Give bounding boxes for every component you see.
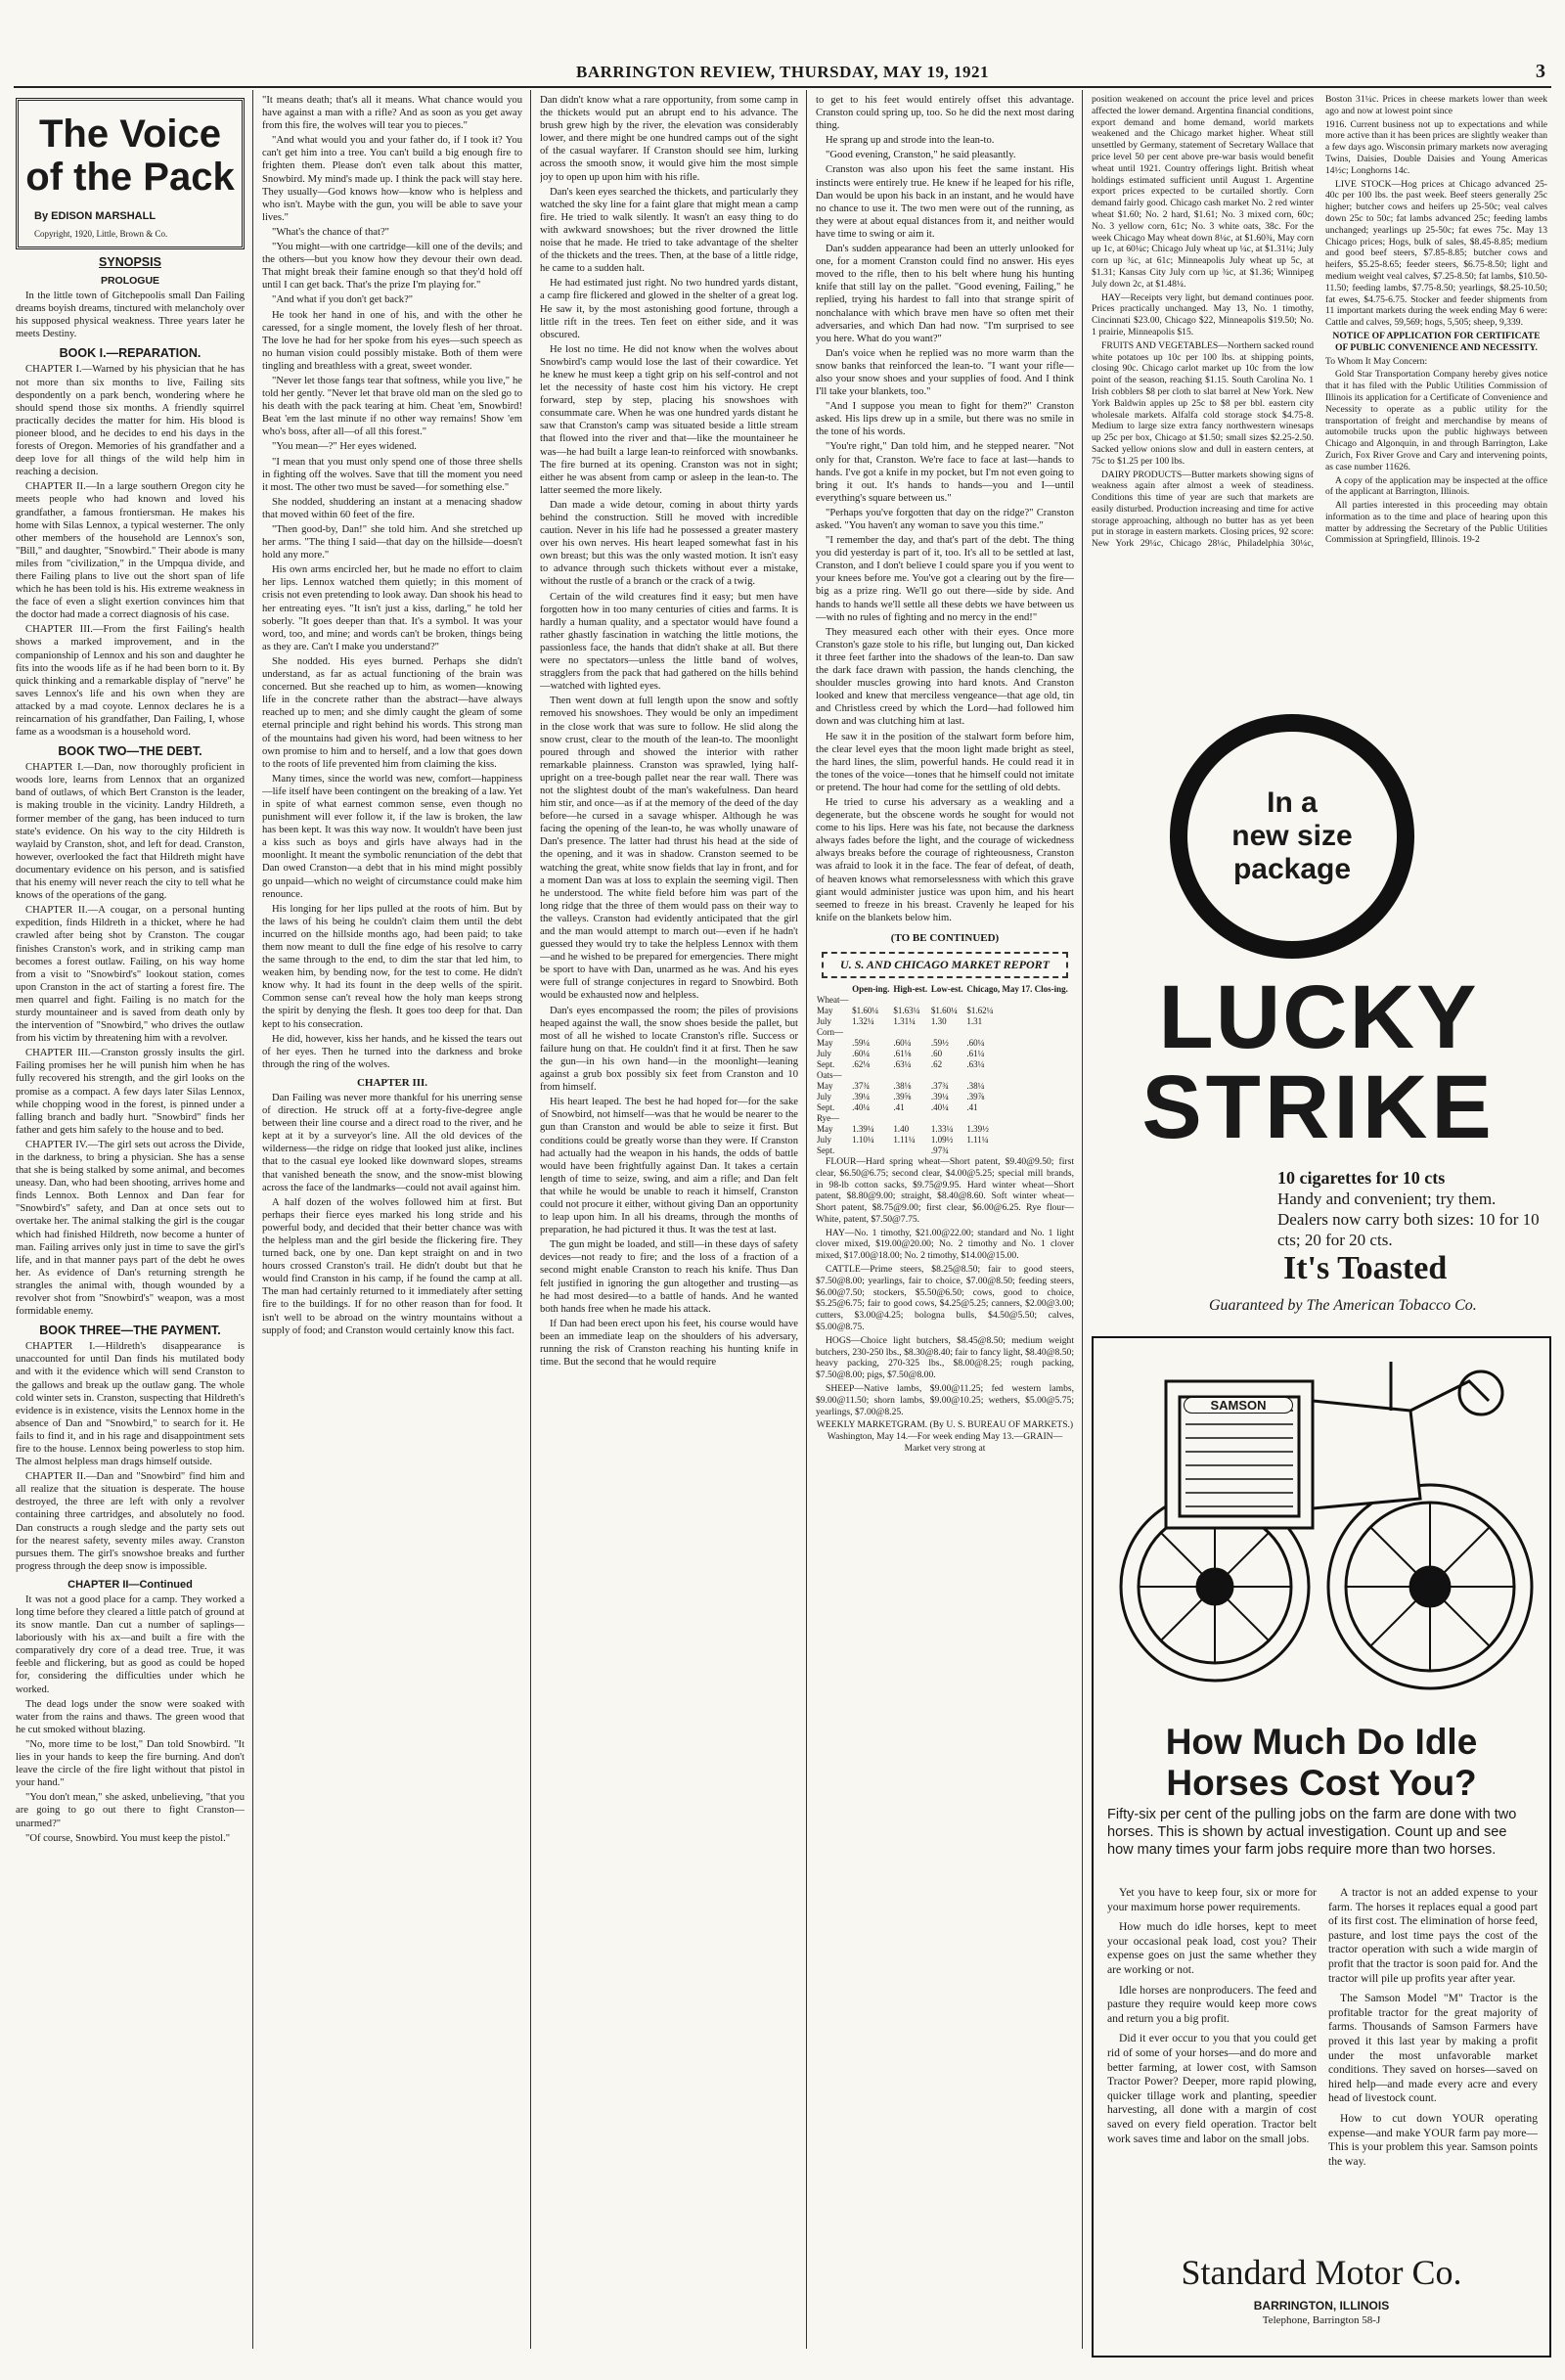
notice-heading: NOTICE OF APPLICATION FOR CERTIFICATE OF PUBLIC CONVENIENCE AND NECESSITY. — [1332, 330, 1541, 353]
market-paragraph: HOGS—Choice light butchers, $8.45@8.50; medium weight butchers, 230-250 lbs., $8.30@8.40; fair to fancy light, $8.40@8.50; heavy packing, 270-325 lbs., $8.00@8.25; rough packing, $7.50@8.00; pigs, $7.50@8.00. — [816, 1334, 1074, 1381]
story-paragraph: His own arms encircled her, but he made no effort to claim her lips. Lennox watched them quietly; in this moment of crisis not even pretending to look away. Dan shook his head to her entreating eyes. "It isn't just a kiss, darling," he told her soberly. "It goes deeper than that. It's a symbol. It was your word, too, and mine; and words can't be broken, things being as they are. Can't I make you understand?" — [262, 564, 522, 652]
column-serial-synopsis — [16, 94, 245, 2361]
market-table-cell: May — [817, 1005, 833, 1015]
story-paragraph: Dan's voice when he replied was no more warm than the snow banks that reinforced the lean-to. "I want your rifle—also your snow shoes and your supplies of food. And I think I'll take your blankets, too." — [816, 347, 1074, 398]
market-table-cell: .61¼ — [966, 1048, 985, 1058]
market-table-cell: 1.39½ — [966, 1123, 989, 1134]
market-table-cell: .60 — [930, 1048, 943, 1058]
market-table-cell: 1.31 — [966, 1015, 983, 1026]
market-table-cell: 1.30 — [930, 1015, 947, 1026]
market-table-row — [816, 1049, 1074, 1059]
market-table-cell: .62 — [930, 1058, 943, 1069]
headline-line-2: Horses Cost You? — [1166, 1763, 1477, 1803]
story-paragraph: "No, more time to be lost," Dan told Snowbird. "It lies in your hands to keep the fire burning. And don't leave the circle of the fire light without that pistol in your hand." — [16, 1738, 245, 1789]
ad-paragraph: The Samson Model "M" Tractor is the profitable tractor for the great majority of farms. Thousands of Samson Farmers have proved it this last year by making a profit under the most unfavorable market conditions. They saved on horses—saved on hired help—and made every acre and every head of livestock count. — [1328, 1992, 1538, 2105]
marketgram-heading: WEEKLY MARKETGRAM. (By U. S. BUREAU OF MARKETS.) Washington, May 14.—For week ending May 13.—GRAIN—Market very strong at — [816, 1419, 1074, 1455]
market-table-cell: .39¼ — [852, 1091, 871, 1101]
market-table-cell: .63¼ — [966, 1058, 985, 1069]
story-paragraph: Then went down at full length upon the snow and softly removed his snowshoes. They would be only an impediment in the close work that was sure to follow. He slid along the snow crust, clear to the mouth of the lean-to. The moonlight poured through and showed the interior with rather remarkable plainness. Cranston was sprawled, lying half-upright on a tree-bough pallet near the rear wall. There was not the slightest doubt of the man's wakefulness. Dan heard him stir, and once—as if at the memory of the deed of the day before—he cursed in a savage whisper. Although he was facing the opening of the lean-to, he was wholly unaware of Dan's presence. The latter had thrust his head at the side of the opening, and it was in shadow. Cranston seemed to be watching the great, white snow fields that lay in front, and for a moment Dan was at loss to explain the seeming vigil. Then he understood. The white field before him was part of the long ridge that the three of them would pass on their way to the valleys. Cranston had evidently anticipated that the girl and the man would attempt to march out—even if he hadn't guessed they would try to take the helpless Lennox with them—and he wished to be prepared for emergencies. There might be sport to have with Dan, unarmed as he was. And his eyes were full of strange conjectures in regard to Snowbird. Both would be exhausted now and helpless. — [540, 696, 798, 1002]
story-paragraph: Cranston was also upon his feet the same instant. His instincts were entirely true. He knew if he leaped for his rifle, Dan would be upon his back in an instant, and he would have no chance to use it. The two men were out of the running, as they were at about equal distances from it, and neither would have time to swing or aim it. — [816, 164, 1074, 240]
circle-text: package — [1232, 853, 1352, 885]
market-table-cell: Rye— — [817, 1112, 840, 1123]
market-table-cell — [851, 1145, 892, 1156]
market-table-row — [816, 1059, 1074, 1070]
market-table-cell — [892, 1113, 930, 1124]
story-paragraph: He tried to curse his adversary as a weakling and a degenerate, but the obscene words he sought for would not come to his lips. Here was his fate, not because the darkness always fades before the light, and the courage of wickedness always breaks before the courage of righteousness, Cranston was afraid to look it in the face. The fear of defeat, of death, of heaven knows what remorselessness with which this grave giant would administer justice was upon him, and his heart seemed to freeze in his breast. Cravenly he leaped for his knife on the blankets below him. — [816, 796, 1074, 923]
story-paragraph: "And I suppose you mean to fight for them?" Cranston asked. His lips drew up in a smile, but there was no smile in the tone of his words. — [816, 401, 1074, 438]
story-paragraph: She nodded. His eyes burned. Perhaps she didn't understand, as far as actual functioning of the brain was concerned. But she reached up to him, as women—knowing life in the concrete rather than the abstract—have always reached up to men; and she dimly caught the gleam of some eternal principle and right behind his words. This strong man of the mountains had given his word, had been witness to her own promise to him and to herself, and a low that goes down to the roots of life prevented him from claiming the kiss. — [262, 655, 522, 770]
market-table-cell: .39¼ — [930, 1091, 949, 1101]
ad-paragraph: Idle horses are nonproducers. The feed and pasture they require would keep more cows and return you a big profit. — [1107, 1983, 1317, 2025]
market-table-cell: .60¼ — [966, 1037, 985, 1048]
market-table-row — [816, 1135, 1074, 1145]
standard-motor-brand: Standard Motor Co. — [1181, 2253, 1462, 2292]
market-table-cell — [851, 1027, 892, 1038]
market-table-cell: .40¼ — [852, 1101, 871, 1112]
market-table-cell: Sept. — [817, 1058, 835, 1069]
story-paragraph: "What's the chance of that?" — [272, 226, 389, 238]
story-paragraph: "Good evening, Cranston," he said pleasantly. — [826, 150, 1016, 161]
masthead — [14, 61, 1551, 88]
market-table-cell: Wheat— — [817, 994, 849, 1005]
story-paragraph: "And what if you don't get back?" — [272, 294, 414, 306]
story-paragraph: The gun might be loaded, and still—in these days of safety devices—not ready to fire; and the loss of a fraction of a second might enable Cranston to reach his knife. Thus Dan felt justified in ignoring the gun altogether and trusting—as he had most desired—to a battle of hands. And he wanted both hands free when he made his attack. — [540, 1239, 798, 1315]
story-paragraph: He did, however, kiss her hands, and he kissed the tears out of her eyes. Then he turned into the darkness and broke through the ring of the wolves. — [262, 1033, 522, 1070]
market-table-row — [816, 1102, 1074, 1113]
masthead-title: BARRINGTON REVIEW, THURSDAY, MAY 19, 1921 — [576, 63, 989, 81]
book-one-heading: BOOK I.—REPARATION. — [59, 346, 201, 361]
market-table-cell — [930, 1070, 965, 1081]
story-paragraph: "I remember the day, and that's part of the debt. The thing you did yesterday is part of it, too. It's all to be settled at last, Cranston, and I don't believe I could spare you if you went to your knees before me. You've got a clearing out by the fire—big as a prize ring. We'll go out there—side by side. And hands to hands we'll settle all these debts we have between us—with no rules of fighting and no mercy in the end!" — [816, 535, 1074, 623]
market-table-cell — [930, 1027, 965, 1038]
story-paragraph: Dan's eyes encompassed the room; the piles of provisions heaped against the wall, the snow shoes beside the pallet, but most of all he wished to locate Cranston's rifle. Success or failure hung on that. He couldn't find it at first. Then he saw the gun—in his own hand—in the moonlight—leaning against a grub box possibly six feet from Cranston and 10 from himself. — [540, 1005, 798, 1094]
samson-badge: SAMSON — [1184, 1397, 1293, 1414]
market-table-cell — [892, 1027, 930, 1038]
story-paragraph: His heart leaped. The best he had hoped for—for the sake of Snowbird, not himself—was that he would be nearer to the gun than Cranston and would be able to seize it first. But conditions could be greatly worse than they were. If Cranston had actually had the weapon in his hands, the odds of battle would have been frightfully against Dan. It takes a certain length of time to seize, swing, and aim a rifle; and Dan felt that while he would be unable to reach it himself, Cranston could not procure it either, without giving Dan an opportunity to leap upon him. In all his dreams, through the months of preparation, he had pictured it thus. It was the test at last. — [540, 1097, 798, 1236]
market-table-row — [816, 995, 1074, 1006]
story-paragraph: A half dozen of the wolves followed him at first. But perhaps their fierce eyes marked his long stride and his powerful body, and decided that their better chance was with the helpless man and the girl beside the flickering fire. They turned back, one by one. Dan kept straight on and in two hours crossed Cranston's trail. He didn't doubt but that he would find Cranston in his camp, if he found the camp at all. The man had certainly returned to it immediately after setting fire to the buildings. If for no other reason than for food. It isn't well to be abroad on the wintry mountains without a supply of food; and Cranston would certainly know this fact. — [262, 1196, 522, 1336]
lucky-copy: Handy and convenient; try them. Dealers now carry both sizes: 10 for 10 cts; 20 for 20 cts. — [1277, 1190, 1540, 1249]
market-table-cell — [816, 984, 851, 995]
market-table-cell — [892, 1145, 930, 1156]
notice-paragraph: A copy of the application may be inspected at the office of the applicant at Barrington, Illinois. — [1325, 474, 1547, 498]
market-table-cell: 1.32¼ — [852, 1015, 874, 1026]
market-table-cell: $1.63¼ — [893, 1005, 920, 1015]
page-number: 3 — [1536, 61, 1545, 82]
market-paragraph: LIVE STOCK—Hog prices at Chicago advanced 25-40c per 100 lbs. the past week. Beef steers generally 25c higher; butcher cows and heifers up 25-50c; veal calves down 25c to 50c; fat lambs advanced 25c; feeding lambs unchanged; yearlings up 25-50c; fat ewes 75c. May 13 Chicago prices; Hogs, bulk of sales, $8.45-8.85; medium and good beef steers, $7.85-8.85; butcher cows and heifers, $5.25-8.65; feeder steers, $6.75-8.50; light and medium weight veal calves, $7.25-8.50; fat lambs, $10.50-11.50; feeding lambs, $7.75-8.50; yearlings, $8.25-10.50; fat ewes, $4.75-6.75. Stocker and feeder shipments from 11 important markets during the week ending May 6 were: Cattle and calves, 59,569; hogs, 5,505; sheep, 9,339. — [1325, 178, 1547, 329]
market-table-row — [816, 1027, 1074, 1038]
synopsis-paragraph: CHAPTER III.—From the first Failing's health shows a marked improvement, and in the companionship of Lennox and his son and daughter he fits into the woods life as if he had been born to it. By quick thinking and a remarkable display of "nerve" he saves Lennox's life and his own when they are attacked by a mad coyote. Lennox declares he is a reincarnation of his grandfather, Dan Failing, I, whose fame as a woodsman is a household word. — [16, 624, 245, 739]
circle-text: In a — [1267, 786, 1318, 819]
lucky-description — [1277, 1168, 1542, 1250]
story-paragraph: He lost no time. He did not know when the wolves about Snowbird's camp would lose the last of their cowardice. Yet he knew he must keep a tight grip on his self-control and not let the necessity of haste cost him his victory. He crept forward, step by step, placing his snowshoes with consummate care. When he was one hundred yards distant he saw that Cranston's camp was situated beside a little stream that flowed into the river and that—like the mountaineer he was—he had built a large lean-to reinforced with snowbanks. The fire burned at its opening. Cranston was not in sight; either he was absent from camp or asleep in the lean-to. The latter seemed the more likely. — [540, 343, 798, 496]
market-paragraph: HAY—Receipts very light, but demand continues poor. Prices practically unchanged. May 13, No. 1 timothy, Cincinnati $23.00, Chicago $22, Minneapolis $19.50; No. 1 prairie, Minneapolis $15. — [1092, 292, 1314, 337]
market-table-cell: May — [817, 1123, 833, 1134]
market-paragraph: DAIRY PRODUCTS—Butter markets showing signs of weakness again after almost a week of steadiness. Conditions this time of year are such that markets are easily disturbed. Production increasing and time for active storage approaching, although no butter has as yet been put in storage in eastern markets. Closing prices, 92 score: New York 29¼c, Chicago 28¼c, Philadelphia 30¼c, Boston 31¼c. Prices in cheese markets lower than week ago and now at lowest point since — [1092, 94, 1547, 550]
market-paragraph: 1916. Current business not up to expectations and while more active than it has been prices are slightly weaker than a few days ago. Wisconsin primary markets now averaging Twins, Daisies, Double Daisies and Young Americas 14½c; Longhorns 14c. — [1325, 118, 1547, 176]
story-paragraph: The dead logs under the snow were soaked with water from the rains and thaws. The green wood that he cut smoked without blazing. — [16, 1698, 245, 1735]
market-table-cell: $1.60¼ — [852, 1005, 879, 1015]
market-table-cell: July — [817, 1134, 832, 1145]
market-table-row — [816, 1113, 1074, 1124]
market-table-cell: .59¼ — [852, 1037, 871, 1048]
serial-copyright: Copyright, 1920, Little, Brown & Co. — [34, 229, 168, 239]
story-paragraph: "Then good-by, Dan!" she told him. And she stretched up her arms. "The thing I said—that day on the hillside—doesn't hold any more." — [262, 524, 522, 561]
market-paragraph: HAY—No. 1 timothy, $21.00@22.00; standard and No. 1 light clover mixed, $19.00@20.00; No. 2 timothy and No. 1 clover mixed, $17.00@18.00; No. 2 timothy, $14.00@15.00. — [816, 1227, 1074, 1262]
market-table-cell: .59½ — [930, 1037, 949, 1048]
market-table-row — [816, 1070, 1074, 1081]
story-paragraph: Dan Failing was never more thankful for his unerring sense of direction. He struck off at a forty-five-degree angle between their line course and a direct road to the river, and he kept at it by a surveyor's line. All the old devices of the wilderness—the ridge on ridge that looked just alike, inclines that to the casual eye looked like downward slopes, streams that vanished beneath the snow, and the snow-mist blowing across the face of the landmarks—could not avail against him. — [262, 1092, 522, 1193]
to-be-continued: (TO BE CONTINUED) — [890, 931, 1000, 944]
ad-paragraph: Did it ever occur to you that you could get rid of some of your horses—and do more and better farming, at lower cost, with Samson Tractor Power? Deeper, more rapid plowing, quicker tillage work and planting, speedier harvesting, all done with a margin of cost saved on every field operation. Tractor belt work saves time and labor on the small jobs. — [1107, 2032, 1317, 2145]
story-paragraph: He took her hand in one of his, and with the other he caressed, for a single moment, the lovely flesh of her throat. The love he had for her spoke from his eyes—such speech as no human vision could possibly mistake. Both of them were tingling and breathless with a great, sweet wonder. — [262, 309, 522, 372]
market-table-cell: July — [817, 1091, 832, 1101]
synopsis-paragraph: CHAPTER II.—A cougar, on a personal hunting expedition, finds Hildreth in a thicket, where he had crawled after being shot by Cranston. The cougar finishes Cranston's work, and in striking camp man becomes a forest outlaw. Failing, on his way home from a visit to "Snowbird's" lookout station, comes upon Cranston in the act of starting a forest fire. The men quarrel and fight. Failing is no match for the sturdy mountaineer and is saved from death only by the intervention of "Snowbird," who drives the outlaw from his victim by threatening him with a revolver. — [16, 905, 245, 1045]
market-table-row — [816, 1124, 1074, 1135]
story-paragraph: "I mean that you must only spend one of those three shells in fighting off the wolves. Save that till the moment you need it most. The other two must be saved—for something else." — [262, 456, 522, 493]
column-rule — [806, 90, 807, 2349]
strike-brand: STRIKE — [1141, 1057, 1496, 1157]
story-paragraph: Dan didn't know what a rare opportunity, from some camp in the thickets would put an abrupt end to his advance. The brush grew high by the river, the elevation was considerably lower, and there might be one hundred camps out of the sight of the casual wayfarer. If Cranston should see him, lurking across the smooth snow, it would give him the most simple joy to open up upon him with his rifle. — [540, 95, 798, 183]
notice-salutation: To Whom It May Concern: — [1325, 355, 1428, 367]
market-table-cell: 1.40 — [893, 1123, 910, 1134]
prologue-heading: PROLOGUE — [100, 275, 160, 288]
market-table-cell: High-est. — [893, 983, 928, 994]
market-table-header — [816, 984, 1074, 995]
market-table-cell: 1.31¼ — [893, 1015, 916, 1026]
market-table-cell: 1.09½ — [930, 1134, 954, 1145]
serial-title-box — [16, 98, 245, 249]
ad-paragraph: Yet you have to keep four, six or more for your maximum horse power requirements. — [1107, 1886, 1317, 1913]
toasted-slogan: It's Toasted — [1283, 1250, 1448, 1286]
synopsis-paragraph: CHAPTER II.—Dan and "Snowbird" find him and all realize that the situation is desperate. The house destroyed, the three are left with only a revolver containing three cartridges, and absolutely no food. Dan constructs a rough sledge and the party sets out for the nearest safety, seventy miles away. Cranston pursues them. The girl's snowshoe breaks and further progress through the deep snow is impossible. — [16, 1471, 245, 1572]
market-table-cell: Low-est. — [930, 983, 963, 994]
story-paragraph: She nodded, shuddering an instant at a menacing shadow that moved within 60 feet of the fire. — [262, 496, 522, 520]
story-paragraph: "You mean—?" Her eyes widened. — [272, 441, 417, 453]
story-paragraph: If Dan had been erect upon his feet, his course would have been an immediate leap on the shoulders of his adversary, running the risk of Cranston reaching his hunting knife in time. But the second that he would require — [540, 1318, 798, 1369]
market-table-row — [816, 1006, 1074, 1016]
lucky-brand: LUCKY — [1158, 967, 1479, 1067]
market-table-row — [816, 1081, 1074, 1092]
serial-byline: By EDISON MARSHALL — [34, 210, 156, 222]
book-two-heading: BOOK TWO—THE DEBT. — [58, 744, 202, 759]
synopsis-heading: SYNOPSIS — [99, 255, 161, 270]
market-table-cell: .37¾ — [852, 1080, 871, 1091]
market-table-cell: Oats— — [817, 1069, 842, 1080]
prologue-text: In the little town of Gitchepoolis small Dan Failing dreams boyish dreams, tinctured with melancholy over his supposed physical weakness. Three years later he meets Destiny. — [16, 291, 245, 340]
market-table-cell — [892, 995, 930, 1006]
synopsis-paragraph: CHAPTER I.—Hildreth's disappearance is unaccounted for until Dan finds his mutilated body and with it the evidence which will send Cranston to the gallows and break up the outlaw gang. The whole cold winter sets in. Cranston, suspecting that Hildreth's evidence is in existence, visits the Lennox home in the absence of Dan and "Snowbird," to search for it. He fails to find it, and in his rage and disappointment sets fire to the house. Lennox being powerless to stop him. The almost helpless man drags himself outside. — [16, 1341, 245, 1468]
market-paragraph: SHEEP—Native lambs, $9.00@11.25; fed western lambs, $9.00@11.50; shorn lambs, $9.00@10.25; wethers, $5.00@5.75; yearlings, $7.00@8.25. — [816, 1383, 1074, 1417]
notice-paragraph: Gold Star Transportation Company hereby gives notice that it has filed with the Public Utilities Commission of Illinois its application for a Certificate of Convenience and Necessity to operate as a public utility for the transportation of freight and merchandise by means of automobile trucks upon the public highways between Chicago and Algonquin, in and through Barrington, Lake Zurich, Fox River Grove and Cary and intervening points, as case number 11626. — [1325, 369, 1547, 472]
book-three-heading: BOOK THREE—THE PAYMENT. — [39, 1324, 221, 1338]
story-paragraph: They measured each other with their eyes. Once more Cranston's gaze stole to his rifle, but lunging out, Dan kicked it three feet farther into the shadows of the lean-to. Dan saw the dark face drawn with passion, the hands clenching, the shoulder muscles growing into hard knots. And Cranston looked and knew that merciless vengeance—that age old, tin and Christless creed by which the Lord—had followed him down and was clutching him at last. — [816, 626, 1074, 728]
story-paragraph: Certain of the wild creatures find it easy; but men have forgotten how in too many centuries of cities and farms. It is hardly a human quality, and a spectator would have found a rather ghastly fascination in watching the little motions, the passionless face, the hands that didn't shake at all. But there were no spectators—unless the little band of wolves, stragglers from the pack that had gathered on the hills behind—watched with lighted eyes. — [540, 591, 798, 693]
story-paragraph: "You're right," Dan told him, and he stepped nearer. "Not only for that, Cranston. We're face to face at last—hands to hands. I've got a knife in my pocket, but I'm not even going to bring it out. It's hands to hands—you and I—until everything's square between us." — [816, 441, 1074, 504]
market-table-cell — [965, 1113, 1074, 1124]
market-table-cell: Corn— — [817, 1026, 843, 1037]
story-paragraph: "You might—with one cartridge—kill one of the devils; and the others—but you know how they devour their own dead. That might break their famine enough so that they'd hold off until I can get back. That's the prize I'm playing for." — [262, 242, 522, 292]
column-rule — [530, 90, 531, 2349]
ad-paragraph: How to cut down YOUR operating expense—and make YOUR farm pay more—This is your problem this year. Samson points the way. — [1328, 2111, 1538, 2168]
standard-motor-ad — [1092, 1336, 1551, 2358]
market-table — [816, 984, 1074, 1156]
market-table-cell: .39⅝ — [893, 1091, 912, 1101]
new-size-package-circle — [1170, 714, 1414, 959]
standard-motor-telephone: Telephone, Barrington 58-J — [1262, 2314, 1381, 2326]
story-paragraph: "Never let those fangs tear that softness, while you live," he told her gently. "Never let that brave old man on the sled go to his death with the pack tearing at him. Cheat 'em, Snowbird! Beat 'em the last minute if no other way remains! Show 'em who's boss, after all—of all this forest." — [262, 375, 522, 438]
story-paragraph: He sprang up and strode into the lean-to. — [826, 135, 995, 147]
story-paragraph: "It means death; that's all it means. What chance would you have against a man with a rifle? And as soon as you get away from this fire, the wolves will tear you to pieces." — [262, 95, 522, 132]
market-table-cell: 1.10¼ — [852, 1134, 874, 1145]
market-table-cell: .38¼ — [966, 1080, 985, 1091]
market-table-cell — [930, 995, 965, 1006]
market-table-cell — [851, 1113, 892, 1124]
market-table-cell: July — [817, 1048, 832, 1058]
column-story-3 — [540, 94, 798, 2361]
story-paragraph: to get to his feet would entirely offset this advantage. Cranston could spring up, too. So he did the next most daring thing. — [816, 95, 1074, 132]
chapter-continued-heading: CHAPTER II—Continued — [67, 1578, 193, 1591]
market-table-cell: Chicago, May 17. Clos-ing. — [966, 983, 1068, 994]
story-paragraph: "You don't mean," she asked, unbelieving, "that you are going to go out there to fight Cranston—unarmed?" — [16, 1792, 245, 1829]
market-table-cell: .41 — [893, 1101, 905, 1112]
story-paragraph: "Of course, Snowbird. You must keep the pistol." — [25, 1832, 231, 1844]
market-table-cell: $1.60¼ — [930, 1005, 958, 1015]
market-table-cell: .39⅞ — [966, 1091, 985, 1101]
market-table-cell: 1.33¼ — [930, 1123, 954, 1134]
market-table-cell — [851, 1070, 892, 1081]
notice-paragraph: All parties interested in this proceeding may obtain information as to the time and place of hearing upon this matter by addressing the Secretary of the Public Utilities Commission at Springfield, Illinois. 19-2 — [1325, 500, 1547, 546]
story-paragraph: His longing for her lips pulled at the roots of him. But by the laws of his being he couldn't claim them until the debt incurred on the hillside months ago, had been paid; to take them now meant to dull the fine edge of his resolve to carry the same through to the end, to dim the star that led him, to weaken him, by bending now, for the test to come. He didn't know why. It had its fount in the deep wells of the spirit. Common sense can't reveal how the holy man keeps strong the spirit by denying the flesh. It goes too deep for that. Dan kept to his consecration. — [262, 903, 522, 1030]
samson-intro: Fifty-six per cent of the pulling jobs on the farm are done with two horses. This is shown by actual investigation. Count up and see how many times your farm jobs require more than two horses. — [1107, 1807, 1517, 1858]
market-table-row — [816, 1016, 1074, 1027]
market-table-cell: .41 — [966, 1101, 978, 1112]
lucky-strike-ad — [1092, 706, 1545, 1330]
market-table-cell: .63¼ — [893, 1058, 912, 1069]
market-table-cell: .62⅛ — [852, 1058, 871, 1069]
market-table-cell — [965, 1145, 1074, 1156]
market-table-cell — [930, 1113, 965, 1124]
market-table-row — [816, 1038, 1074, 1049]
market-table-row — [816, 1092, 1074, 1102]
tobacco-co-signature: Guaranteed by The American Tobacco Co. — [1209, 1297, 1477, 1314]
chapter-heading: CHAPTER III. — [356, 1076, 428, 1089]
story-paragraph: Dan made a wide detour, coming in about thirty yards behind the construction. Still he moved with incredible caution. Never in his life had he possessed a greater mastery over his own nerves. His heart leaped somewhat fast in his own breast; but this was the only wasted motion. It isn't easy to advance through such thickets without ever a mistake, without the rustle of a branch or the crack of a twig. — [540, 499, 798, 588]
market-paragraph: position weakened on account the price level and prices affected the lower demand. Argentina financial conditions, export demand and home demand, world markets weakened and the Chicago market higher. Wheat still unsettled by Germany, statement of Secretary Wallace that price level 50 per cent above pre-war basis would benefit wheat until 1921. Country offerings light. British wheat holdings estimated sufficient until August 1. Argentine export prices expected to be curtailed shortly. Corn demand fairly good. Chicago cash market No. 2 red winter wheat $1.60; No. 2 hard, $1.61; No. 3 mixed corn, 60c; No. 3 yellow corn, 61c; No. 3 white oats, 38c. For the week Chicago May wheat down 8¼c, at $1.60¾, May corn up 1c, at 60¼c; Chicago July wheat up ¼c, at $1.31¼; July corn up ¾c, at 61c; Minneapolis July wheat up 5c, at $1.31; Kansas City July corn up ¾c, at $1.36; Winnipeg July down 2c, at $1.48¼. — [1092, 94, 1314, 290]
story-paragraph: Dan's sudden appearance had been an utterly unlooked for one, for a moment Cranston could find no answer. His eyes moved to the rifle, then to his belt where hung his hunting knife that still lay on the pallet. "Good evening, Failing," he replied, trying his hardest to fall into that strange spirit of nonchalance with which brave men have so often met their adversaries, and which Dan had now. "I'm surprised to see you here. What do you want?" — [816, 244, 1074, 344]
synopsis-paragraph: CHAPTER II.—In a large southern Oregon city he meets people who had known and loved his grandfather, a famous frontiersman. He makes his home with Silas Lennox, a typical westerner. The only other members of the household are Lennox's son, "Bill," and daughter, "Snowbird." Their abode is many miles from "civilization," in the Umpqua divide, and there Failing plans to live out the short span of life which he has been told is his. His extreme weakness in the face of even a slight exertion convinces him that the doctor had made a correct diagnosis of his case. — [16, 481, 245, 621]
samson-column-2 — [1328, 1886, 1538, 2175]
market-table-cell: .60¼ — [893, 1037, 912, 1048]
market-table-cell: .40¼ — [930, 1101, 949, 1112]
column-story-4-market — [816, 94, 1074, 2361]
market-table-cell — [965, 995, 1074, 1006]
column-market-notice — [1092, 94, 1547, 693]
market-table-cell: Sept. — [817, 1101, 835, 1112]
tractor-illustration — [1097, 1342, 1543, 1704]
market-report-title: U. S. AND CHICAGO MARKET REPORT — [822, 952, 1068, 978]
synopsis-paragraph: CHAPTER I.—Dan, now thoroughly proficient in woods lore, learns from Lennox that an organized band of outlaws, of which Bert Cranston is the leader, is making trouble in the vicinity. Landry Hildreth, a former member of the gang, has been induced to turn state's evidence. On his way to the city Hildreth is waylaid by Cranston, shot, and left for dead. Cranston, however, overlooked the fact that Hildreth might have documentary evidence on his person, and is satisfied that his enemy will never reach the city to tell what he knows of the operations of the gang. — [16, 762, 245, 902]
serial-title-line-2: of the Pack — [25, 156, 235, 199]
column-rule — [1082, 90, 1083, 2349]
samson-column-1 — [1107, 1886, 1317, 2152]
synopsis-paragraph: CHAPTER III.—Cranston grossly insults the girl. Failing promises her he will punish him when he has fully recovered his strength, and the girl looks on the promise as a compact. A few days later Silas Lennox, while chopping wood in the forest, is pinned under a falling branch and badly hurt. "Snowbird" finds her father and gets him safely to the house and to bed. — [16, 1048, 245, 1136]
market-table-cell: .60¼ — [852, 1048, 871, 1058]
circle-text: new size — [1231, 820, 1353, 852]
market-table-cell — [851, 995, 892, 1006]
column-rule — [252, 90, 253, 2349]
market-table-cell: 1.11¼ — [893, 1134, 916, 1145]
story-paragraph: "Perhaps you've forgotten that day on the ridge?" Cranston asked. "You haven't any woman to save you this time." — [816, 507, 1074, 531]
serial-title — [24, 112, 236, 199]
column-story-2 — [262, 94, 522, 2361]
market-table-cell: .37¾ — [930, 1080, 949, 1091]
market-paragraph: FRUITS AND VEGETABLES—Northern sacked round white potatoes up 10c per 100 lbs. at shipping points, closing 90c. Chicago carlot market up 10c from the low point of the season, reaching $1.15. South Carolina No. 1 Irish cobblers $8 per cloth to slat barrel at New York. New York Baldwin apples up 25c to $8 per bbl. eastern city wholesale markets. Alfalfa cold storage stock $4.75-8. Medium to large size extra fancy northwestern winesaps up 25c per box, Chicago at $1.50; small sizes $2.25-2.50. Sacked yellow onions slow and dull in eastern centers, at 75c to $1.25 per 100 lbs. — [1092, 339, 1314, 467]
market-table-cell: May — [817, 1080, 833, 1091]
story-paragraph: Dan's keen eyes searched the thickets, and particularly they watched the sky line for a faint glare that might mean a camp fire. He tried to walk silently. It wasn't an easy thing to do with awkward snowshoes; but the river drowned the little noise that he made. He tried to take advantage of the shelter of the thickets and the trees. Then, at the base of a little ridge, he came to a sudden halt. — [540, 186, 798, 275]
story-paragraph: "And what would you and your father do, if I took it? You can't get him into a tree. You can't build a big enough fire to frighten them. Please don't even talk about this matter, Snowbird. My mind's made up. I think the pack will stay here. They usually—God knows how—know who is helpless and who isn't. Maybe with the gun, you will be able to save your lives." — [262, 135, 522, 223]
market-table-cell — [892, 1070, 930, 1081]
market-paragraph: FLOUR—Hard spring wheat—Short patent, $9.40@9.50; first clear, $6.50@6.75; second clear, $4.00@5.25; special mill brands, in 98-lb cotton sacks, $9.75@9.95. Hard winter wheat—Short patent, $8.80@9.00; straight, $8.40@8.60. Soft winter wheat—Short patent, $8.75@9.00; first clear, $6.00@6.25. Rye flour—White, patent, $7.50@7.75. — [816, 1155, 1074, 1225]
market-table-cell — [965, 1070, 1074, 1081]
lucky-price: 10 cigarettes for 10 cts — [1277, 1168, 1446, 1188]
market-table-row — [816, 1145, 1074, 1156]
story-paragraph: It was not a good place for a camp. They worked a long time before they cleared a little patch of ground at its snow mantle. Dan cut a number of saplings—laboriously with his ax—and built a fire with the comparatively dry core of a dead tree. True, it was feeble and flickering, but as good as could be hoped for, considering the difficulties under which he worked. — [16, 1594, 245, 1695]
story-paragraph: Many times, since the world was new, comfort—happiness—life itself have been contingent on the breaking of a law. Yet in spite of what earnest common sense, even though no punishment will ever follow it, if the law is broken, the law has been kept. It was this way now. It wouldn't have been just a kiss such as boys and girls have always had in the moonlight. It meant the symbolic renunciation of the debt that Dan owed Cranston—a debt that in his mind might possibly go unpaid—which no weight of circumstance could make him renounce. — [262, 773, 522, 900]
synopsis-paragraph: CHAPTER IV.—The girl sets out across the Divide, in the darkness, to bring a physician. She has a sense that she is being stalked by some animal, and becomes uneasy. Dan, who had been shooting, arrives home and finds Lennox. Both Lennox and Dan fear for "Snowbird's" safety, and Dan at once sets out to overtake her. The animal stalking the girl is the cougar which had finished Hildreth, now become a hunter of man. Failing arrives only just in time to save the girl's life, and in that manner pays part of the debt he owes her. As evidence of Dan's returning strength he strangles the animal with, though wounded by a revolver shot from "Snowbird's" weapon, was a most formidable enemy. — [16, 1139, 245, 1318]
headline-line-1: How Much Do Idle — [1165, 1722, 1478, 1762]
market-table-cell: July — [817, 1015, 832, 1026]
market-table-cell: $1.62¼ — [966, 1005, 994, 1015]
market-table-cell: Sept. — [817, 1145, 835, 1155]
market-table-cell: 1.39¼ — [852, 1123, 874, 1134]
market-table-cell: .38⅛ — [893, 1080, 912, 1091]
market-paragraph: CATTLE—Prime steers, $8.25@8.50; fair to good steers, $7.50@8.00; yearlings, fair to choice, $7.00@8.50; feeding steers, $6.00@7.50; stockers, $5.50@6.50; cows, good to choice, $5.25@6.75; fair to good cows, $4.25@5.25; canners, $2.00@3.00; cutters, $3.00@4.25; bologna bulls, $4.50@5.50; calves, $5.00@8.75. — [816, 1264, 1074, 1333]
synopsis-paragraph: CHAPTER I.—Warned by his physician that he has not more than six months to live, Failing sits despondently on a park bench, wondering where he should spend those six months. A friendly squirrel practically decides the matter for him. His blood is pioneer blood, and he decides to end his days in the forests of Oregon. Memories of his grandfather and a deep love for all things of the wild help him in reaching a decision. — [16, 364, 245, 478]
story-paragraph: He saw it in the position of the stalwart form before him, the clear level eyes that the moon light made bright as steel, the hard lines, the slim, powerful hands. He could read it in the tones of the voice—tones that he himself could not imitate or pretend. The hour had come for the settling of old debts. — [816, 731, 1074, 793]
ad-paragraph: How much do idle horses, kept to meet your occasional peak load, cost you? Their expense goes on just the same whether they are working or not. — [1107, 1920, 1317, 1976]
story-paragraph: He had estimated just right. No two hundred yards distant, a camp fire flickered and glowed in the shelter of a great log. He saw it, by the most astonishing good fortune, through a little rift in the trees. Ten feet on either side, and it was obscured. — [540, 278, 798, 340]
market-table-cell: 1.11¼ — [966, 1134, 989, 1145]
standard-motor-city: BARRINGTON, ILLINOIS — [1253, 2299, 1390, 2313]
market-table-cell: Open-ing. — [852, 983, 890, 994]
market-table-cell: May — [817, 1037, 833, 1048]
samson-headline — [1094, 1722, 1549, 1804]
ad-paragraph: A tractor is not an added expense to your farm. The horses it replaces equal a good part of its first cost. The elimination of horse feed, pasture, and lost time pays the cost of the tractor operation with such a wide margin of profit that the tractor is soon paid for. And the tractor will pile up profits year after year. — [1328, 1886, 1538, 1985]
market-table-cell: .61⅛ — [893, 1048, 912, 1058]
serial-title-line-1: The Voice — [39, 112, 221, 156]
market-table-cell: .97¾ — [930, 1145, 949, 1155]
market-table-cell — [965, 1027, 1074, 1038]
